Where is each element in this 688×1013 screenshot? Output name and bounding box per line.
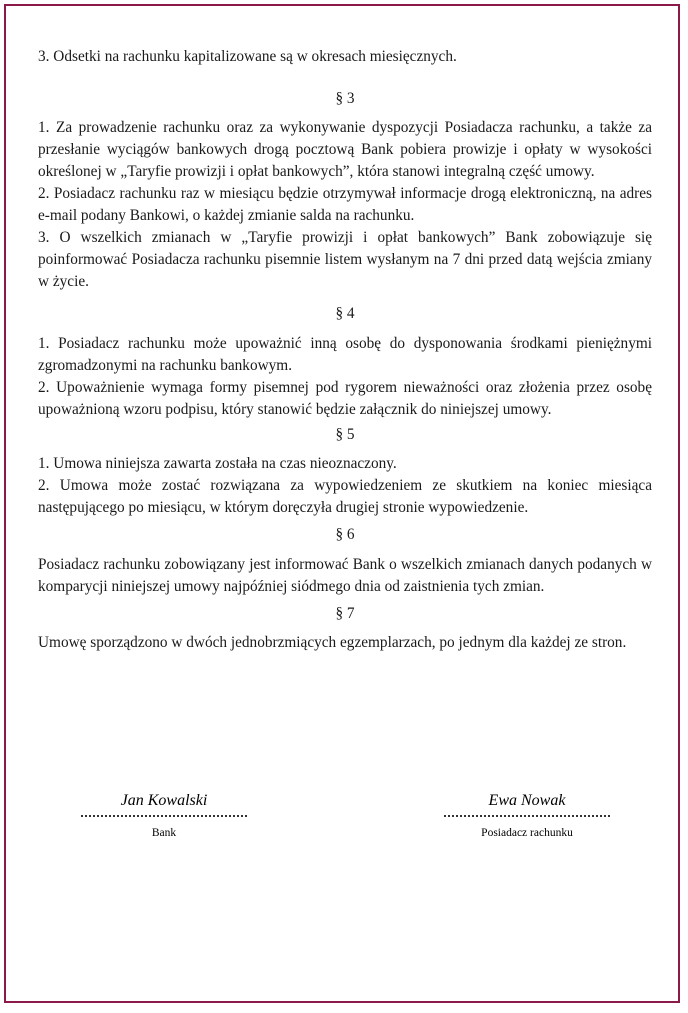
section-6-text: Posiadacz rachunku zobowiązany jest informować Bank o wszelkich zmianach danych podanych w komparycji niniejszej umowy najpóźniej siódmego dnia od zaistnienia tych zmian. [38,556,652,595]
signature-role-bank: Bank [151,827,177,839]
section-4-point-1: 1. Posiadacz rachunku może upoważnić inną osobę do dysponowania środkami pieniężnymi zgromadzonymi na rachunku bankowym. [38,335,652,374]
document-body [38,46,652,654]
signature-name-bank: Jan Kowalski [120,792,208,809]
section-heading-5: § 5 [335,426,355,443]
section-heading-7: § 7 [335,605,355,622]
clause-intro: 3. Odsetki na rachunku kapitalizowane są w okresach miesięcznych. [38,48,457,65]
section-heading-4: § 4 [335,305,355,322]
section-7-text: Umowę sporządzono w dwóch jednobrzmiących egzemplarzach, po jednym dla każdej ze stron. [38,634,627,651]
signature-block-account-holder [444,791,610,839]
section-3-point-1: 1. Za prowadzenie rachunku oraz za wykonywanie dyspozycji Posiadacza rachunku, a także za przesłanie wyciągów bankowych drogą pocztową Bank pobiera prowizje i opłaty w wysokości określonej w „Taryfie prowizji i opłat bankowych”, która stanowi integralną część umowy. [38,119,652,180]
section-5-point-1: 1. Umowa niniejsza zawarta została na czas nieoznaczony. [38,455,397,472]
section-4-point-2: 2. Upoważnienie wymaga formy pisemnej pod rygorem nieważności oraz złożenia przez osobę upoważnioną wzoru podpisu, który stanowić będzie załącznik do niniejszej umowy. [38,379,652,418]
signature-role-account-holder: Posiadacz rachunku [481,827,573,839]
signature-line-bank [81,815,247,817]
section-3-point-2: 2. Posiadacz rachunku raz w miesiącu będzie otrzymywał informacje drogą elektroniczną, na adres e-mail podany Bankowi, o każdej zmianie salda na rachunku. [38,185,652,224]
section-3-point-3: 3. O wszelkich zmianach w „Taryfie prowizji i opłat bankowych” Bank zobowiązuje się poinformować Posiadacza rachunku pisemnie listem wysłanym na 7 dni przed datą wejścia zmiany w życie. [38,229,652,290]
section-5-point-2: 2. Umowa może zostać rozwiązana za wypowiedzeniem ze skutkiem na koniec miesiąca następującego po miesiącu, w którym doręczyła drugiej stronie wypowiedzenie. [38,477,652,516]
signature-line-account-holder [444,815,610,817]
section-heading-6: § 6 [335,526,355,543]
signature-block-bank [81,791,247,839]
section-heading-3: § 3 [335,90,355,107]
signature-name-account-holder: Ewa Nowak [488,792,566,809]
